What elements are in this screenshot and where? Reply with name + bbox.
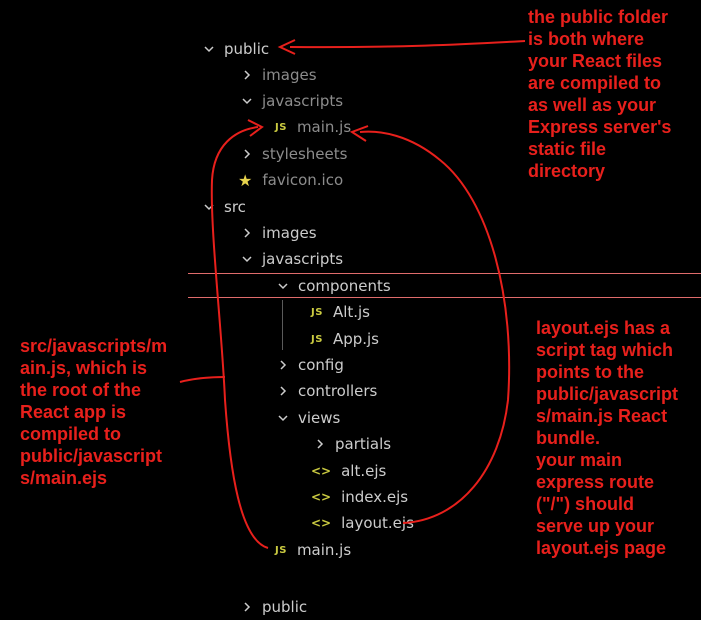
file-label: Alt.js bbox=[332, 303, 370, 321]
folder-public-javascripts[interactable] bbox=[238, 88, 343, 114]
folder-label: src bbox=[224, 198, 246, 216]
selection-border-top bbox=[188, 273, 701, 274]
folder-cut-off[interactable] bbox=[238, 594, 307, 620]
ejs-file-icon: <> bbox=[311, 516, 332, 530]
folder-label: public bbox=[224, 40, 270, 58]
chevron-down-icon bbox=[274, 412, 292, 424]
file-layout-ejs[interactable] bbox=[311, 510, 414, 536]
chevron-down-icon bbox=[200, 43, 218, 55]
chevron-right-icon bbox=[238, 227, 256, 239]
folder-label: config bbox=[298, 356, 344, 374]
chevron-right-icon bbox=[238, 69, 256, 81]
folder-config[interactable] bbox=[274, 352, 344, 378]
file-label: index.ejs bbox=[341, 488, 409, 506]
file-favicon[interactable] bbox=[238, 167, 343, 193]
chevron-right-icon bbox=[238, 601, 256, 613]
file-label: alt.ejs bbox=[341, 462, 387, 480]
indent-guide bbox=[282, 300, 283, 350]
src-main-note: src/javascripts/m ain.js, which is the root of the React app is compiled to public/javascript s/main.ejs bbox=[20, 336, 168, 488]
ejs-file-icon: <> bbox=[311, 490, 332, 504]
folder-label: images bbox=[262, 224, 317, 242]
folder-label: components bbox=[298, 277, 391, 295]
folder-public-stylesheets[interactable] bbox=[238, 141, 347, 167]
file-public-main-js[interactable] bbox=[275, 114, 351, 140]
js-file-icon: JS bbox=[311, 333, 323, 345]
folder-label: javascripts bbox=[262, 92, 344, 110]
folder-label: partials bbox=[335, 435, 392, 453]
favicon-star-icon: ★ bbox=[238, 170, 253, 190]
folder-label: javascripts bbox=[262, 250, 344, 268]
public-folder-note: the public folder is both where your React files are compiled to as well as your Express server's static file directory bbox=[528, 7, 672, 181]
folder-label: controllers bbox=[298, 382, 378, 400]
chevron-right-icon bbox=[274, 359, 292, 371]
selection-border-bottom bbox=[188, 297, 701, 298]
folder-controllers[interactable] bbox=[274, 378, 377, 404]
chevron-down-icon bbox=[238, 253, 256, 265]
folder-label: stylesheets bbox=[262, 145, 348, 163]
folder-src[interactable] bbox=[200, 194, 246, 220]
js-file-icon: JS bbox=[275, 121, 287, 133]
js-file-icon: JS bbox=[275, 544, 287, 556]
file-src-main-js[interactable] bbox=[275, 537, 351, 563]
folder-label: images bbox=[262, 66, 317, 84]
file-label: favicon.ico bbox=[262, 171, 344, 189]
folder-partials[interactable] bbox=[311, 431, 391, 457]
js-file-icon: JS bbox=[311, 306, 323, 318]
folder-public[interactable] bbox=[200, 36, 269, 62]
folder-src-images[interactable] bbox=[238, 220, 317, 246]
file-label: layout.ejs bbox=[341, 514, 414, 532]
folder-src-javascripts[interactable] bbox=[238, 246, 343, 272]
file-label: main.js bbox=[296, 541, 352, 559]
file-label: main.js bbox=[296, 118, 352, 136]
chevron-down-icon bbox=[238, 95, 256, 107]
folder-label: views bbox=[298, 409, 341, 427]
file-index-ejs[interactable] bbox=[311, 484, 408, 510]
layout-note: layout.ejs has a script tag which points to the public/javascript s/main.js React bundle. your main express route ("/") should serve up your layout.ejs page bbox=[536, 318, 679, 558]
file-alt-ejs[interactable] bbox=[311, 458, 386, 484]
folder-views[interactable] bbox=[274, 405, 340, 431]
file-label: App.js bbox=[332, 330, 379, 348]
chevron-right-icon bbox=[238, 148, 256, 160]
folder-label: public bbox=[262, 598, 308, 616]
file-alt-js[interactable] bbox=[311, 299, 370, 325]
chevron-right-icon bbox=[311, 438, 329, 450]
chevron-down-icon bbox=[274, 280, 292, 292]
ejs-file-icon: <> bbox=[311, 464, 332, 478]
file-app-js[interactable] bbox=[311, 326, 379, 352]
chevron-down-icon bbox=[200, 201, 218, 213]
connector-src-note bbox=[180, 377, 225, 382]
chevron-right-icon bbox=[274, 385, 292, 397]
folder-components[interactable] bbox=[274, 273, 391, 299]
arrow-to-public bbox=[280, 40, 525, 54]
folder-public-images[interactable] bbox=[238, 62, 317, 88]
